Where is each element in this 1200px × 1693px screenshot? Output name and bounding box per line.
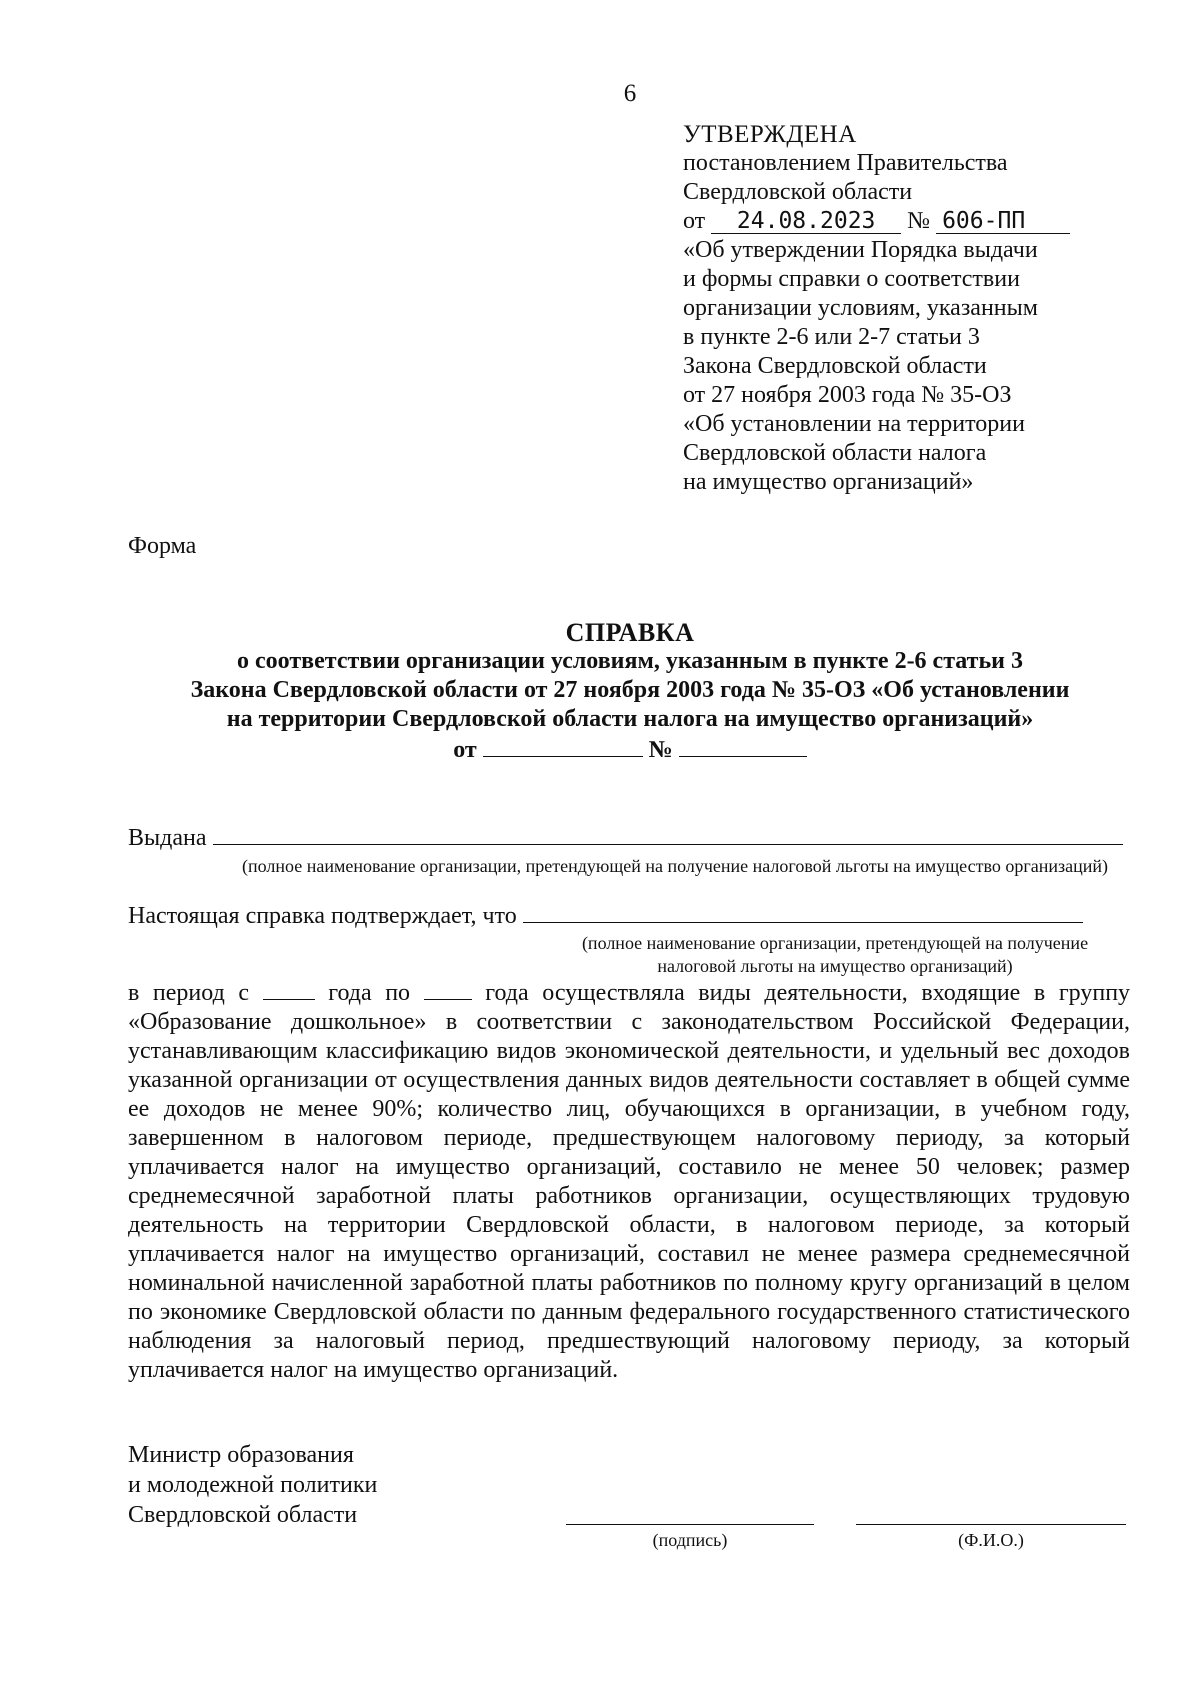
number-blank[interactable] xyxy=(679,734,807,757)
approval-line: Закона Свердловской области xyxy=(683,353,987,379)
signature-hint: (подпись) xyxy=(652,1530,728,1550)
approval-line: на имущество организаций» xyxy=(683,469,974,495)
approval-line: «Об установлении на территории xyxy=(683,411,1025,437)
body-text: в период с xyxy=(128,980,250,1006)
signatory-line: Свердловской области xyxy=(128,1502,358,1528)
approval-line: «Об утверждении Порядка выдачи xyxy=(683,237,1038,263)
approval-line: Свердловской области xyxy=(683,179,913,205)
page-number: 6 xyxy=(623,80,637,107)
document-heading xyxy=(120,618,1140,765)
approval-date: 24.08.2023 xyxy=(711,209,901,234)
approval-line: Свердловской области налога xyxy=(683,440,987,466)
body-text: года осуществляла виды деятельности, входящие в группу «Образование дошкольное» в соответствии с законодательством Российской Федерации, устанавливающим классификацию видов экономической деятельности, и удельный вес доходов указанной организации от осуществления данных видов деятельности составляет в общей сумме ее доходов не менее 90%; количество лиц, обучающихся в организации, в учебном году, завершенном в налоговом периоде, предшествующем налоговому периоду, за который уплачивается налог на имущество организаций, составило не менее 50 человек; размер среднемесячной заработной платы работников организации, осуществляющих трудовую деятельность на территории Свердловской области, в налоговом периоде, за который уплачивается налог на имущество организаций, составил не менее размера среднемесячной номинальной начисленной заработной платы работников по полному кругу организаций в целом по экономике Свердловской области по данным федерального государственного статистического наблюдения за налоговый период, предшествующий налоговому периоду, за который уплачивается налог на имущество организаций. xyxy=(128,980,1131,1383)
period-end-blank[interactable] xyxy=(424,977,472,1000)
approval-line: постановлением Правительства xyxy=(683,150,1008,176)
issued-row xyxy=(128,822,1128,852)
approval-date-number xyxy=(683,207,1103,236)
confirms-hint xyxy=(540,932,1130,978)
approval-block xyxy=(683,120,1103,497)
hint-line: (полное наименование организации, претендующей на получение xyxy=(581,933,1089,953)
body-text: года по xyxy=(328,980,411,1006)
confirms-label: Настоящая справка подтверждает, что xyxy=(128,903,517,929)
signatory-block xyxy=(128,1440,377,1530)
signatory-line: и молодежной политики xyxy=(128,1472,378,1498)
approval-line: и формы справки о соответствии xyxy=(683,266,1020,292)
signature-line[interactable] xyxy=(566,1524,814,1525)
name-hint: (Ф.И.О.) xyxy=(958,1530,1024,1550)
confirms-blank[interactable] xyxy=(523,900,1083,923)
heading-line: Закона Свердловской области от 27 ноября 2003 года № 35-ОЗ «Об установлении xyxy=(190,677,1070,703)
heading-date-number xyxy=(120,734,1140,765)
from-label: от xyxy=(683,208,706,234)
document-title: СПРАВКА xyxy=(565,618,695,647)
date-blank[interactable] xyxy=(483,734,643,757)
form-label: Форма xyxy=(128,533,197,559)
issued-blank[interactable] xyxy=(213,822,1123,845)
number-label: № xyxy=(907,208,931,234)
approval-number: 606-ПП xyxy=(936,209,1070,234)
issued-hint: (полное наименование организации, претендующей на получение налоговой льготы на имущество организаций) xyxy=(242,856,1108,876)
period-start-blank[interactable] xyxy=(263,977,315,1000)
number-label: № xyxy=(648,737,673,763)
heading-line: на территории Свердловской области налога на имущество организаций» xyxy=(226,706,1034,732)
approval-line: от 27 ноября 2003 года № 35-ОЗ xyxy=(683,382,1012,408)
heading-line: о соответствии организации условиям, указанным в пункте 2-6 статьи 3 xyxy=(237,648,1023,674)
signatory-line: Министр образования xyxy=(128,1442,354,1468)
issued-label: Выдана xyxy=(128,825,207,851)
from-label: от xyxy=(453,737,477,763)
hint-line: налоговой льготы на имущество организаций) xyxy=(657,956,1013,976)
name-line[interactable] xyxy=(856,1524,1126,1525)
approval-line: в пункте 2-6 или 2-7 статьи 3 xyxy=(683,324,980,350)
certificate-body xyxy=(128,977,1130,1385)
confirms-row xyxy=(128,900,1128,930)
approval-title: УТВЕРЖДЕНА xyxy=(683,121,857,148)
approval-line: организации условиям, указанным xyxy=(683,295,1038,321)
